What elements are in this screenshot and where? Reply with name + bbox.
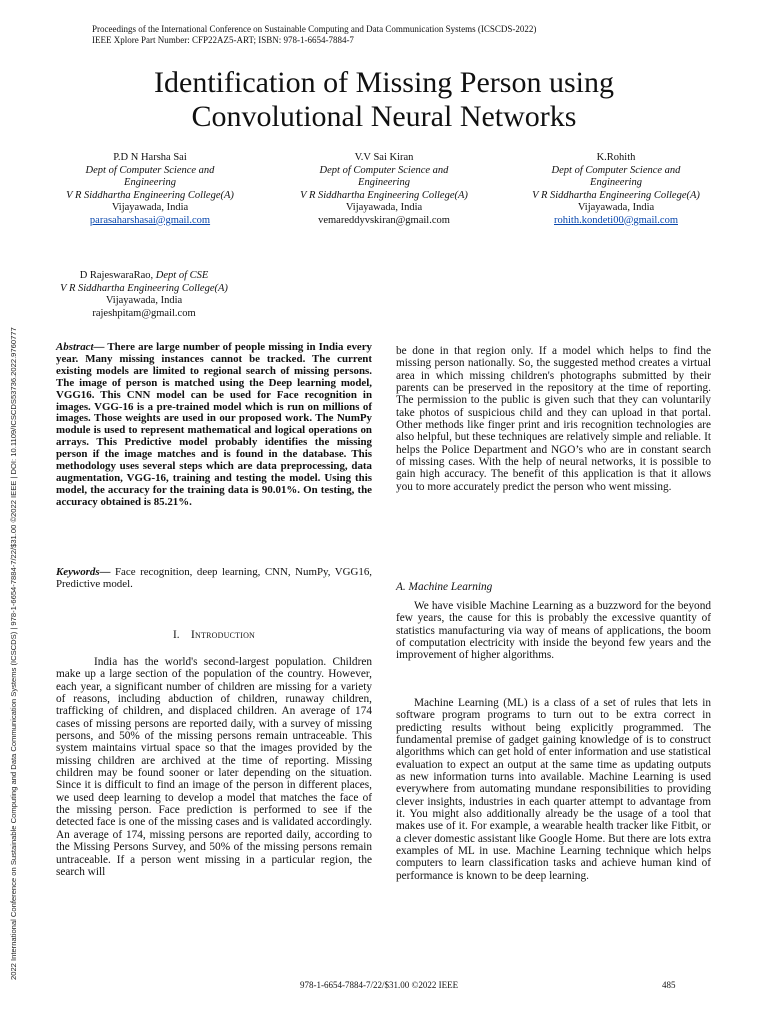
author-college: V R Siddhartha Engineering College(A): [532, 189, 700, 201]
keywords-label: Keywords—: [56, 566, 111, 578]
author-email: rajeshpitam@gmail.com: [92, 307, 196, 319]
author-city: Vijayawada, India: [345, 202, 423, 213]
author-dept: Engineering: [358, 177, 410, 188]
author-dept: Engineering: [590, 177, 642, 188]
author-dept: Dept of Computer Science and: [85, 164, 215, 176]
author-name: V.V Sai Kiran: [354, 152, 414, 163]
xplore-line: IEEE Xplore Part Number: CFP22AZ5-ART; ISBN: 978-1-6654-7884-7: [92, 35, 354, 45]
footer-copyright: 978-1-6654-7884-7/22/$31.00 ©2022 IEEE: [300, 980, 459, 990]
proceedings-line: Proceedings of the International Conference on Sustainable Computing and Data Communication Systems (ICSCDS-2022): [92, 24, 537, 34]
author-city: Vijayawada, India: [105, 295, 183, 306]
abstract: [56, 342, 372, 509]
author-2: [284, 152, 484, 227]
proceedings-header: [92, 24, 712, 46]
author-college: V R Siddhartha Engineering College(A): [66, 189, 234, 201]
author-city: Vijayawada, India: [577, 202, 655, 213]
page-number: 485: [662, 980, 676, 990]
introduction-continued-paragraph: be done in that region only. If a model which helps to find the missing person nationally. So, the suggested method creates a virtual area in which missing children's photographs submitted by their parents can be preserved in the repository at the time of reporting. The permission to the public is given such that they can voluntarily take photos of suspicious child and they can upload in that portal. Other methods like finger print and iris recognition technologies are also helpful, but these techniques are relatively simple and reliable. It helps the Police Department and NGO’s who are in constant search of missing cases. With the help of neural networks, it is possible to gain high accuracy. The benefit of this application is that it allows you to more accurately predict the person who went missing.: [396, 345, 711, 493]
doi-sidebar: 2022 International Conference on Sustainable Computing and Data Communication Systems (ICSCDS) | 978-1-6654-7884-7/22/$31.00 ©2022 IEEE | DOI: 10.1109/ICSCDS53736.2022.9760777: [9, 327, 18, 980]
author-dept: Dept of Computer Science and: [551, 164, 681, 176]
author-college: V R Siddhartha Engineering College(A): [300, 189, 468, 201]
paper-title: [60, 66, 708, 134]
section-title: Introduction: [190, 627, 256, 641]
author-1: [50, 152, 250, 227]
abstract-label: Abstract: [56, 341, 94, 353]
ml-paragraph-2: Machine Learning (ML) is a class of a set of rules that lets in software program programs to turn out to be extra correct in predicting results without being explicitly programmed. The fundamental premise of gadget gaining knowledge of is to construct algorithms which can get hold of enter information and use statistical evaluation to expect an output at the same time as updating outputs as new information turns into available. Machine Learning is used everywhere from automating mundane responsibilities to providing clever insights, industries in each quarter attempt to advantage from it. You might also additionally already be the usage of a tool that makes use of it. For example, a wearable health tracker like Fitbit, or a clever domestic assistant like Google Home. But there are lots extra examples of ML in use. Machine Learning technique which helps computers to learn classification tasks and achieve human kind of performance is known to be deep learning.: [396, 697, 711, 882]
subsection-heading-machine-learning: A. Machine Learning: [396, 581, 493, 593]
introduction-paragraph: India has the world's second-largest population. Children make up a large section of the population of the country. However, each year, a significant number of children are missing for a variety of reasons, including abduction of children, runaway children, trafficking of children, and displaced children. An average of 174 cases of missing persons are reported daily, with a survey of missing persons, and 50% of the missing persons remain untraceable. This system maintains virtual space so that the images provided by the missing children are archived at the time of reporting. Missing children may be found sooner or later depending on the situation. Since it is difficult to find an image of the person in different places, we used deep learning to develop a model that matches the face of the missing person. Face prediction is performed to see if the detected face is one of the missing cases and is validated accordingly. An average of 174, missing persons are reported daily, according to the Missing Persons Survey, and 50% of the missing persons remain untraceable. If a person went missing in a particular region, the search will: [56, 656, 372, 878]
keywords: [56, 567, 372, 591]
title-line-2: Convolutional Neural Networks: [191, 100, 577, 133]
author-email: vemareddyvskiran@gmail.com: [318, 214, 450, 226]
author-city: Vijayawada, India: [111, 202, 189, 213]
abstract-text: — There are large number of people missing in India every year. Many missing instances cannot be tracked. The current existing models are limited to regional search of missing persons. The image of person is matched using the Deep learning model, VGG16. This CNN model can be used for Face recognition in images. VGG-16 is a pre-trained model which is run on millions of images. Those weights are used in our proposed work. The NumPy module is used to represent mathematical and logical operations on arrays. This Predictive model probably identifies the missing person if the image matches and is found in the database. This methodology uses several steps which are data preprocessing, data augmentation, VGG-16, training and testing the model. Using this model, the accuracy for the training data is 90.01%. On testing, the accuracy obtained is 85.21%.: [56, 341, 372, 508]
keywords-text: Face recognition, deep learning, CNN, NumPy, VGG16, Predictive model.: [56, 566, 372, 590]
author-name-line: [44, 270, 244, 283]
author-email-link[interactable]: rohith.kondeti00@gmail.com: [554, 214, 678, 226]
author-name: K.Rohith: [596, 152, 636, 163]
title-line-1: Identification of Missing Person using: [154, 66, 614, 99]
author-dept: Engineering: [124, 177, 176, 188]
author-name: P.D N Harsha Sai: [113, 152, 187, 163]
section-heading-introduction: [56, 627, 372, 642]
author-email-link[interactable]: parasaharshasai@gmail.com: [89, 214, 211, 226]
author-college: V R Siddhartha Engineering College(A): [60, 282, 228, 294]
author-block: [50, 152, 730, 232]
author-name: D RajeswaraRao,: [79, 270, 154, 281]
author-dept: Dept of Computer Science and: [319, 164, 449, 176]
section-number: I.: [172, 629, 180, 641]
author-4: [44, 270, 244, 320]
ml-paragraph-1: We have visible Machine Learning as a buzzword for the beyond few years, the cause for this is probably the excessive quantity of statistics manufacturing via way of means of applications, the boom of computation electricity with inside the beyond few years and the improvement of higher algorithms.: [396, 600, 711, 662]
author-dept: Dept of CSE: [155, 270, 209, 281]
author-3: [516, 152, 716, 227]
